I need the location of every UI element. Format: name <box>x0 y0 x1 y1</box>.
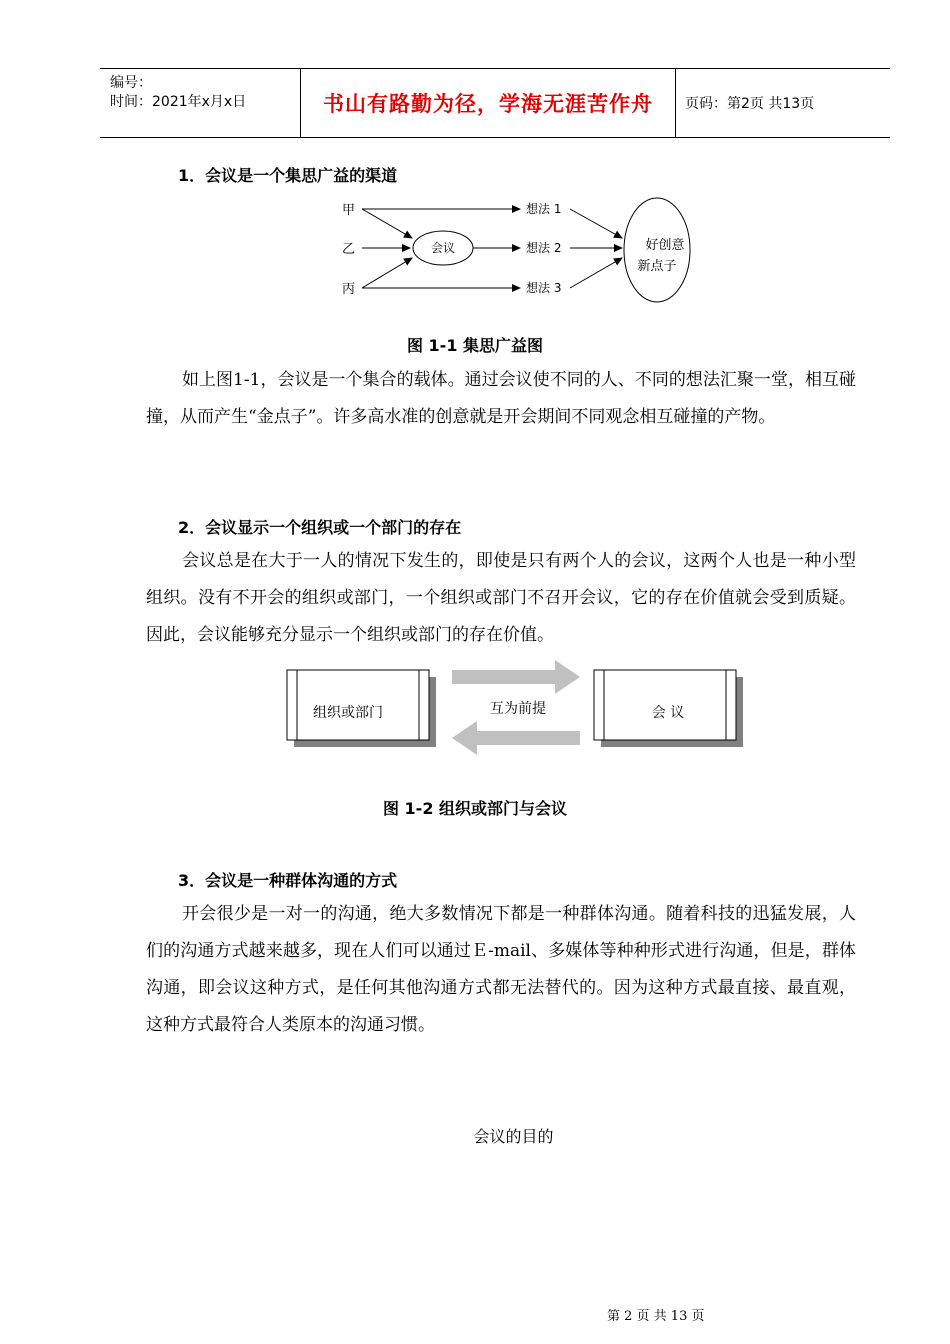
middle-label: 互为前提 <box>490 701 546 717</box>
arrow-right <box>452 660 580 694</box>
section-2-heading: 2．会议显示一个组织或一个部门的存在 <box>178 518 462 537</box>
idea-1-label: 想法 1 <box>526 202 562 216</box>
serial-label: 编号： <box>110 75 152 91</box>
right-box-label: 会 议 <box>651 705 685 721</box>
left-box-label: 组织或部门 <box>313 705 383 721</box>
figure-2-caption: 图 1-2 组织或部门与会议 <box>382 799 568 818</box>
figure-1-diagram <box>330 192 700 310</box>
figure-1-caption: 图 1-1 集思广益图 <box>406 336 544 355</box>
section-3-heading: 3．会议是一种群体沟通的方式 <box>178 871 398 890</box>
person-b-label: 乙 <box>342 242 356 257</box>
arrow-left <box>452 721 580 755</box>
section-3-paragraph: 开会很少是一对一的沟通，绝大多数情况下都是一种群体沟通。随着科技的迅猛发展，人们的沟通方式越来越多，现在人们可以通过Ｅ-mail、多媒体等种种形式进行沟通，但是，群体沟通，即会议这种方式，是任何其他沟通方式都无法替代的。因为这种方式最直接、最直观，这种方式最符合人类原本的沟通习惯。 <box>146 904 856 1035</box>
time-label: 时间：2021年x月x日 <box>110 94 247 110</box>
arrow-idea-3-to-result <box>570 258 622 288</box>
idea-3-label: 想法 3 <box>526 281 562 295</box>
arrow-c-to-meeting <box>362 258 412 288</box>
section-2-paragraph: 会议总是在大于一人的情况下发生的，即使是只有两个人的会议，这两个人也是一种小型组织。没有不开会的组织或部门，一个组织或部门不召开会议，它的存在价值就会受到质疑。因此，会议能够充分显示一个组织或部门的存在价值。 <box>146 551 856 645</box>
person-a-label: 甲 <box>342 203 356 218</box>
header-page-cell <box>685 69 814 137</box>
page-footer: 第 2 页 共 13 页 <box>607 1309 705 1324</box>
result-line-2: 新点子 <box>637 259 677 274</box>
next-section-title: 会议的目的 <box>473 1127 554 1146</box>
header-page-label: 页码：第2页 共13页 <box>685 96 815 112</box>
meeting-node-label: 会议 <box>430 241 456 255</box>
page-header <box>100 68 890 138</box>
figure-2-diagram <box>280 655 750 755</box>
arrow-idea-1-to-result <box>570 209 622 238</box>
person-c-label: 丙 <box>342 282 356 297</box>
header-motto-cell <box>301 69 676 137</box>
idea-2-label: 想法 2 <box>526 241 562 255</box>
section-1-paragraph: 如上图1-1，会议是一个集合的载体。通过会议使不同的人、不同的想法汇聚一堂，相互碰撞，从而产生“金点子”。许多高水准的创意就是开会期间不同观念相互碰撞的产物。 <box>146 370 856 427</box>
header-motto: 书山有路勤为径，学海无涯苦作舟 <box>323 91 653 116</box>
section-1-heading: 1．会议是一个集思广益的渠道 <box>178 166 398 185</box>
arrow-a-to-meeting <box>362 209 412 238</box>
result-line-1: 好创意 <box>645 238 685 253</box>
header-info-cell <box>100 69 301 137</box>
